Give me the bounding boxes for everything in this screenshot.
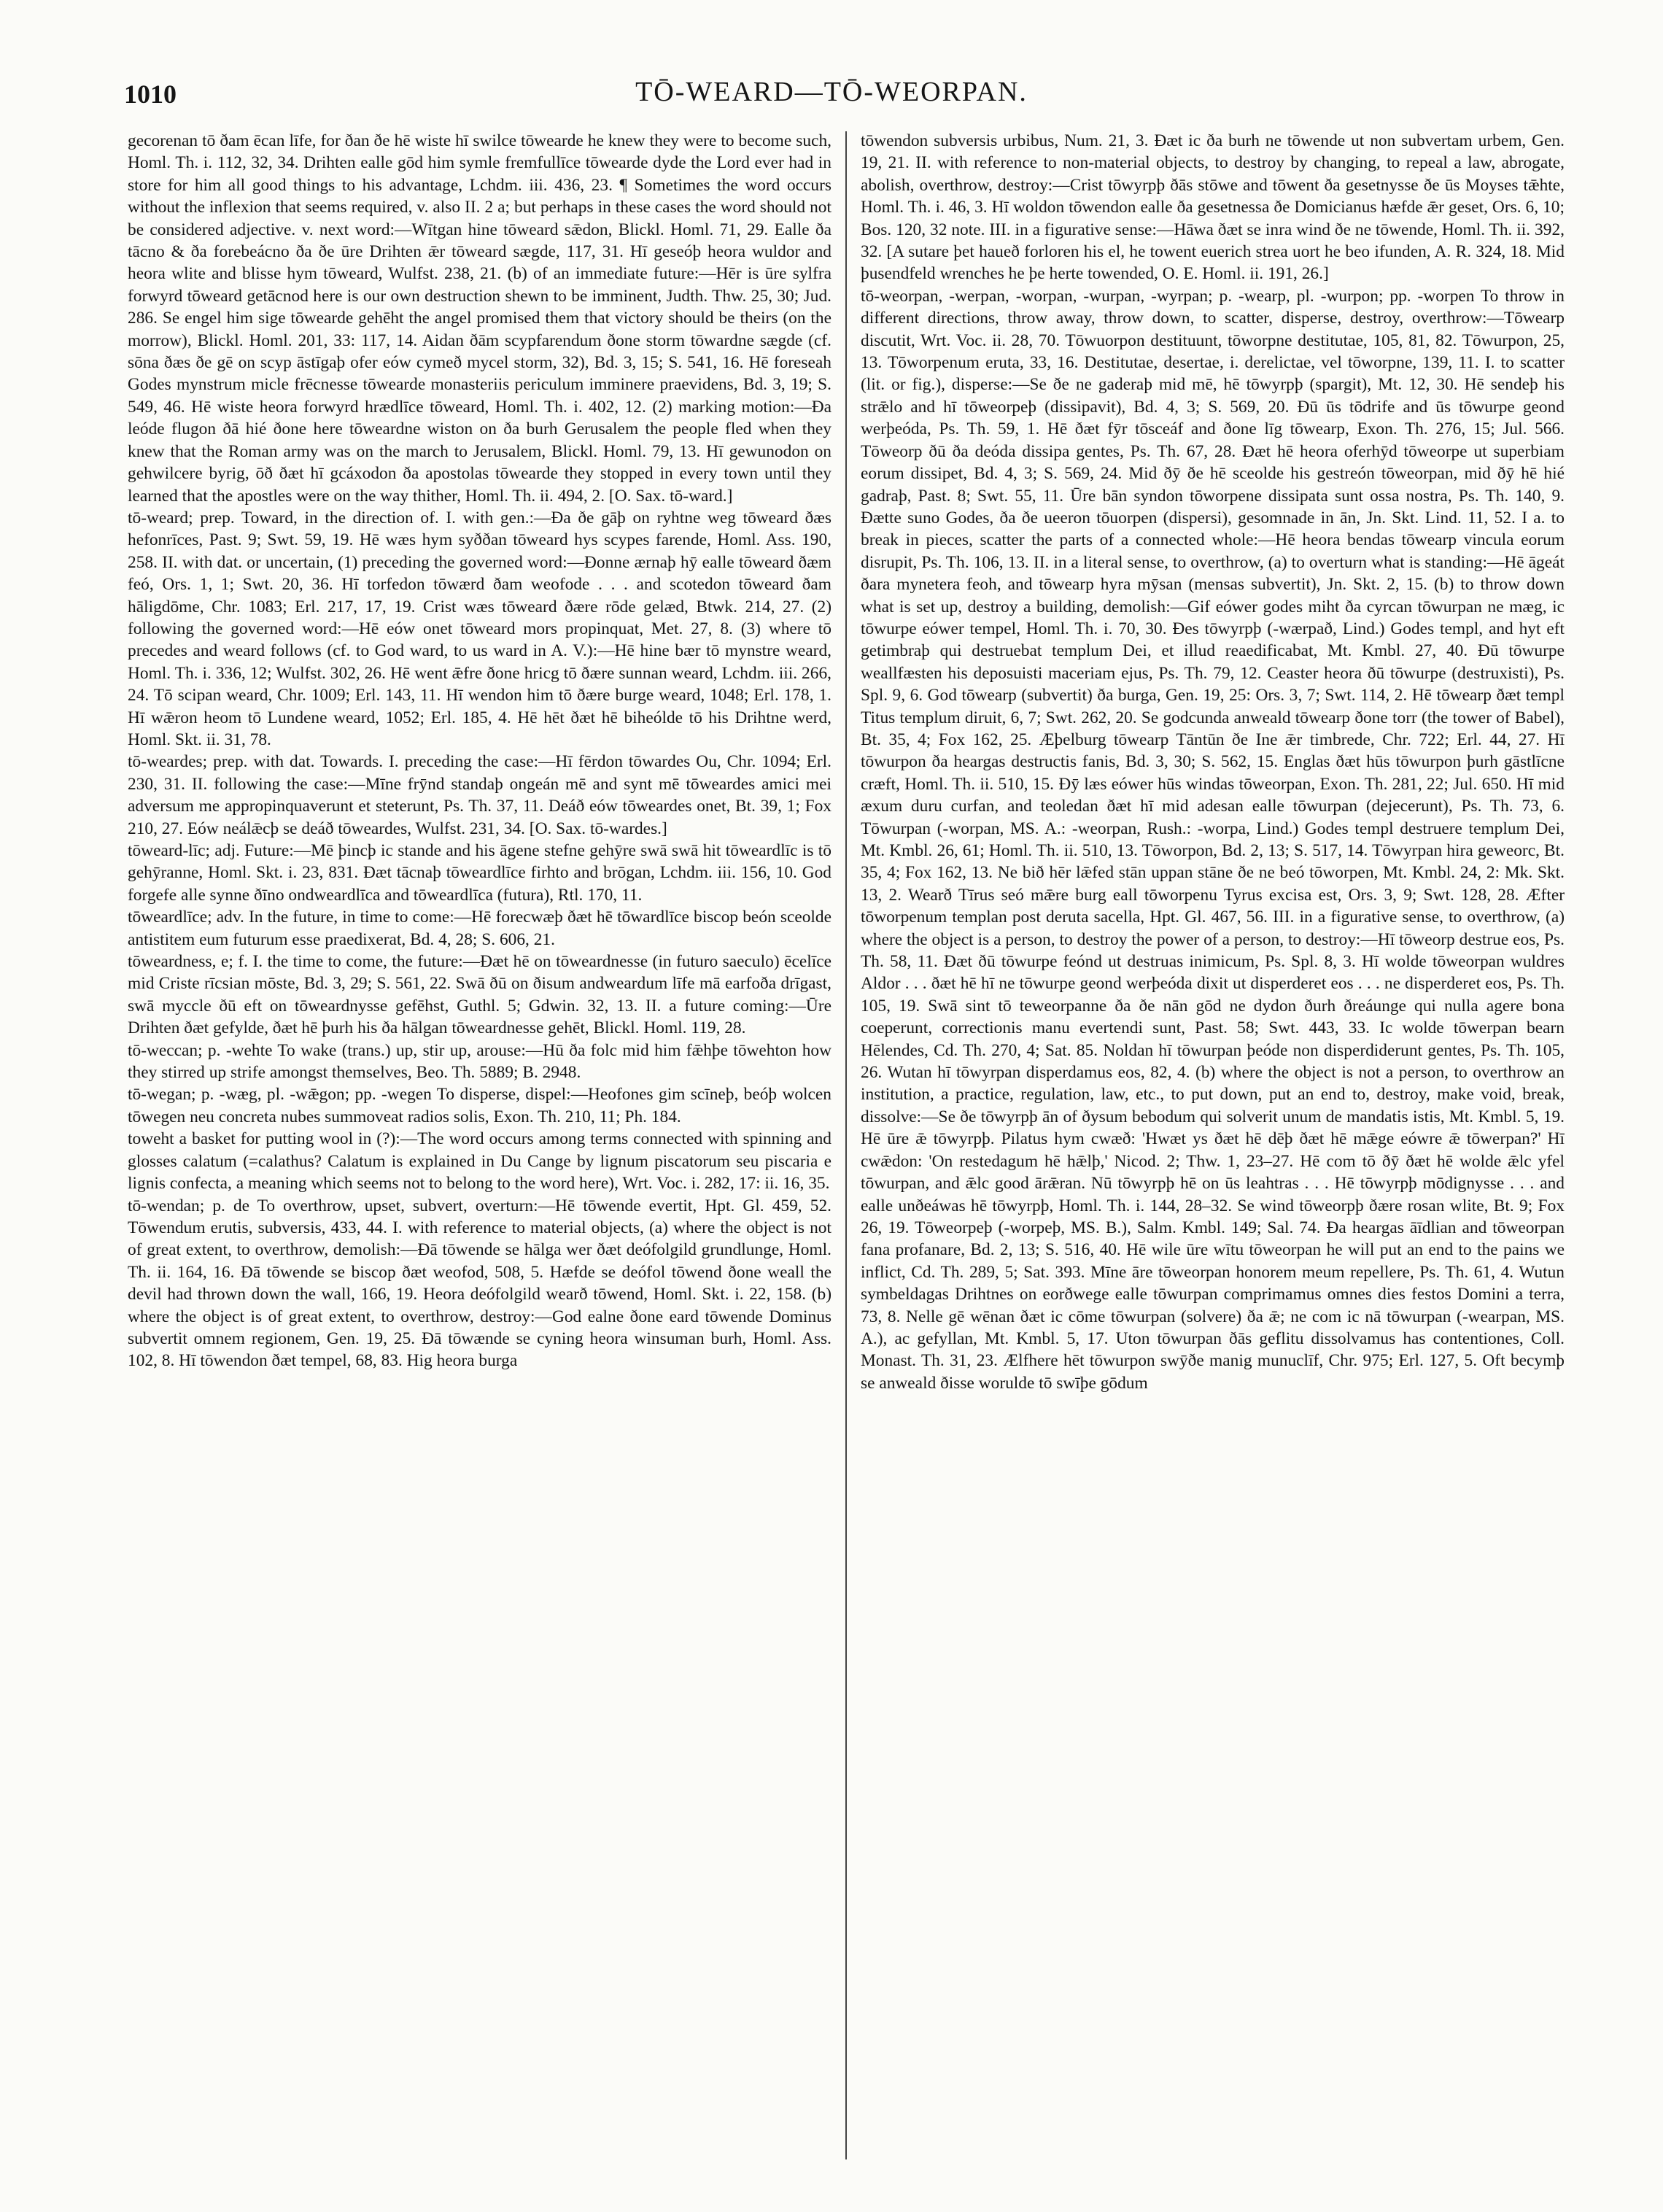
entry-paragraph: tōweardlīce; adv. In the future, in time to come:—Hē forecwæþ ðæt hē tōwardlīce biscop beón sceolde antistitem eum futurum esse praedixerat, Bd. 4, 28; S. 606, 21. xyxy=(128,908,832,949)
page-number: 1010 xyxy=(124,80,177,109)
entry-paragraph: tō-wegan; p. -wæg, pl. -wǣgon; pp. -wegen To disperse, dispel:—Heofones gim scīneþ, beóþ wolcen tōwegen neu concreta nubes summoveat radios solis, Exon. Th. 210, 11; Ph. 184. xyxy=(128,1085,832,1126)
entry-paragraph: tōwendon subversis urbibus, Num. 21, 3. Ðæt ic ða burh ne tōwende ut non subvertam urbem, Gen. 19, 21. II. with reference to non-material objects, to destroy by changing, to repeal a law, abrogate, abolish, overthrow, destroy:—Crist tōwyrpþ ðās stōwe and tōwent ða gesetnysse ðe ūs Moyses tǣhte, Homl. Th. i. 46, 3. Hī woldon tōwendon ealle ða gesetnessa ðe Domicianus hæfde ǣr geset, Ors. 6, 10; Bos. 120, 32 note. III. in a figurative sense:—Hāwa ðæt se inra wind ðe ne tōwende, Homl. Th. ii. 392, 32. [A sutare þet haueð forloren his el, he towent euerich strea uort he beo ifunden, A. R. 324, 18. Mid þusendfeld wrenches he þe herte towended, O. E. Homl. ii. 191, 26.] xyxy=(861,131,1565,284)
entry-paragraph: tō-weorpan, -werpan, -worpan, -wurpan, -wyrpan; p. -wearp, pl. -wurpon; pp. -worpen To throw in different directions, throw away, throw down, to scatter, disperse, destroy, overthrow:—Tōwearp discutit, Wrt. Voc. ii. 28, 70. Tōwuorpon destituunt, tōworpne destitutae, 105, 81, 82. Tōwurpon, 25, 13. Tōworpenum eruta, 33, 16. Destitutae, desertae, i. derelictae, vel tōworpne, 139, 11. I. to scatter (lit. or fig.), disperse:—Se ðe ne gaderaþ mid mē, hē tōwyrpþ (spargit), Mt. 12, 30. Hē sendeþ his strǣlo and hī tōweorpeþ (dissipavit), Bd. 4, 3; S. 569, 20. Ðū ūs tōdrife and ūs tōwurpe geond werþeóda, Ps. Th. 59, 1. Hē ðæt fȳr tōsceáf and ðone līg tōwearp, Exon. Th. 276, 15; Jul. 566. Tōweorp ðū ða deóda dissipa gentes, Ps. Th. 67, 28. Ðæt hē heora oferhȳd tōweorpe ut superbiam eorum dissipet, Bd. 4, 3; S. 569, 24. Mid ðȳ ðe hē sceolde his gestreón tōweorpan, mid ðȳ hē hié gadraþ, Past. 8; Swt. 55, 11. Ūre bān syndon tōworpene dissipata sunt ossa nostra, Ps. Th. 140, 9. Ðætte suno Godes, ða ðe ueeron tōuorpen (dispersi), gesomnade in ān, Jn. Skt. Lind. 11, 52. I a. to break in pieces, scatter the parts of a connected whole:—Hē heora bendas tōwearp vincula eorum disrupit, Ps. Th. 106, 13. II. in a literal sense, to overthrow, (a) to overturn what is standing:—Hē āgeát ðara mynetera feoh, and tōwearp hyra mȳsan (mensas subvertit), Jn. Skt. 2, 15. (b) to throw down what is set up, destroy a building, demolish:—Gif eówer godes miht ða cyrcan tōwurpan ne mæg, ic tōwurpe eówer tempel, Homl. Th. i. 70, 30. Ðes tōwyrpþ (-wærpað, Lind.) Godes templ, and hyt eft getimbraþ qui destruebat templum Dei, et illud reaedificabat, Mt. Kmbl. 27, 40. Ðū tōwurpe weallfæsten his deposuisti maceriam ejus, Ps. Th. 79, 12. Ceaster heora ðū tōwurpe (destruxisti), Ps. Spl. 9, 6. God tōwearp (subvertit) ða burga, Gen. 19, 25: Ors. 3, 7; Swt. 114, 2. Hē tōwearp ðæt templ Titus templum diruit, 6, 7; Swt. 262, 20. Se godcunda anweald tōwearp ðone torr (the tower of Babel), Bt. 35, 4; Fox 162, 25. Æþelburg tōwearp Tāntūn ðe Ine ǣr timbrede, Chr. 722; Erl. 44, 27. Hī tōwurpon ða heargas destructis fanis, Bd. 3, 30; S. 562, 15. Englas ðæt hūs tōwurpon þurh gāstlīcne cræft, Homl. Th. ii. 510, 15. Ðȳ læs eówer hūs windas tōweorpan, Exon. Th. 281, 22; Jul. 650. Hī mid æxum duru curfan, and teoledan ðæt hī mid adesan ealle tōwurpan (dejecerunt), Ps. Th. 73, 6. Tōwurpan (-worpan, MS. A.: -weorpan, Rush.: -worpa, Lind.) Godes templ destruere templum Dei, Mt. Kmbl. 26, 61; Homl. Th. ii. 510, 13. Tōworpon, Bd. 2, 13; S. 517, 14. Tōwyrpan hira geweorc, Bt. 35, 4; Fox 162, 13. Ne bið hēr lǣfed stān uppan stāne ðe ne beó tōworpen, Mt. Kmbl. 24, 2: Mk. Skt. 13, 2. Wearð Tīrus seó mǣre burg eall tōworpenu Tyrus excisa est, Ors. 3, 9; Swt. 128, 28. Æfter tōworpenum templan post deruta sacella, Hpt. Gl. 467, 56. III. in a figurative sense, to overthrow, (a) where the object is a person, to destroy the power of a person, to destroy:—Hī tōweorp destrue eos, Ps. Th. 58, 11. Ðæt ðū tōwurpe feónd ut destruas inimicum, Ps. Spl. 8, 3. Hī wolde tōweorpan wuldres Aldor . . . ðæt hē hī ne tōwurpe geond werþeóda dixit ut disperderet eos . . . ne disperderet eos, Ps. Th. 105, 19. Swā sint tō teweorpanne ða ðe nān gōd ne dydon ðurh ðreáunge qui nulla agere bona coeperunt, correctionis manu evertendi sunt, Past. 58; Swt. 443, 33. Ic wolde tōwerpan bearn Hēlendes, Cd. Th. 270, 4; Sat. 85. Noldan hī tōwurpan þeóde non disperdiderunt gentes, Ps. Th. 105, 26. Wutan hī tōwyrpan disperdamus eos, 82, 4. (b) where the object is not a person, to overthrow an institution, a practice, regulation, law, etc., to put down, put an end to, destroy, make void, break, dissolve:—Se ðe tōwyrpþ ān of ðysum bebodum qui solverit unum de mandatis istis, Mt. Kmbl. 5, 19. Hē ūre ǣ tōwyrpþ. Pilatus hym cwæð: 'Hwæt ys ðæt hē dēþ ðæt hē mǣge eówre ǣ tōwerpan?' Hī cwǣdon: 'On restedagum hē hǣlþ,' Nicod. 2; Thw. 1, 23–27. Hē com tō ðȳ ðæt hē wolde ǣlc yfel tōwurpan, and ǣlc good ārǣran. Nū tōwyrpþ hē on ūs leahtras . . . Hē tōwyrpþ mōdignysse . . . and ealle unðeáwas hē tōwyrpþ, Homl. Th. i. 144, 28–32. Se wind tōweorpþ ðære rosan wlite, Bt. 9; Fox 26, 19. Tōweorpeþ (-worpeþ, MS. B.), Salm. Kmbl. 149; Sal. 74. Ða heargas āīdlian and tōweorpan fana profanare, Bd. 2, 13; S. 516, 40. Hē wile ūre wītu tōweorpan he will put an end to the pains we inflict, Cd. Th. 289, 5; Sat. 393. Mīne āre tōweorpan honorem meum repellere, Ps. Th. 61, 4. Wutun symbeldagas Drihtnes on eorðwege ealle tōwurpan comprimamus omnes dies festos Domini a terra, 73, 8. Nelle gē wēnan ðæt ic cōme tōwurpan (solvere) ða ǣ; ne com ic nā tōwurpan (-wearpan, MS. A.), ac gefyllan, Mt. Kmbl. 5, 17. Uton tōwurpan ðās geflitu dissolvamus has contentiones, Coll. Monast. Th. 31, 23. Ælfhere hēt tōwurpon swȳðe manig munuclīf, Chr. 975; Erl. 127, 5. Oft becymþ se anweald ðisse worulde tō swīþe gōdum xyxy=(861,286,1565,1393)
running-head: TŌ-WEARD—TŌ-WEORPAN. xyxy=(635,77,1028,107)
entry-paragraph: tōweardness, e; f. I. the time to come, the future:—Ðæt hē on tōweardnesse (in futuro saeculo) ēcelīce mid Criste rīcsian mōste, Bd. 3, 29; S. 561, 22. Swā ðū on ðisum andweardum līfe mā earfoða drīgast, swā myccle ðū eft on tōweardnysse gefēhst, Guthl. 5; Gdwin. 32, 13. II. a future coming:—Ūre Drihten ðæt gefylde, ðæt hē þurh his ða hālgan tōweardnesse gehēt, Blickl. Homl. 119, 28. xyxy=(128,952,832,1038)
left-column xyxy=(128,130,832,2165)
entry-paragraph: tō-wendan; p. de To overthrow, upset, subvert, overturn:—Hē tōwende evertit, Hpt. Gl. 459, 52. Tōwendum erutis, subversis, 433, 44. I. with reference to material objects, (a) where the object is not of great extent, to overthrow, demolish:—Ðā tōwende se hālga wer ðæt deófolgild grundlunge, Homl. Th. ii. 164, 16. Ðā tōwende se biscop ðæt weofod, 508, 5. Hæfde se deófol tōwend ðone weall the devil had thrown down the wall, 166, 19. Heora deófolgild wearð tōwend, Homl. Skt. i. 22, 158. (b) where the object is of great extent, to overthrow, destroy:—God ealne ðone eard tōwende Dominus subvertit omnem regionem, Gen. 19, 25. Ðā tōwænde se cyning heora winsuman burh, Homl. Ass. 102, 8. Hī tōwendon ðæt tempel, 68, 83. Hig heora burga xyxy=(128,1196,832,1371)
column-divider xyxy=(845,131,847,2159)
entry-paragraph: gecorenan tō ðam ēcan līfe, for ðan ðe hē wiste hī swilce tōwearde he knew they were to become such, Homl. Th. i. 112, 32, 34. Drihten ealle gōd him symle fremfullīce tōwearde dyde the Lord ever had in store for him all good things to his advantage, Lchdm. iii. 436, 23. ¶ Sometimes the word occurs without the inflexion that seems required, v. also II. 2 a; but perhaps in these cases the word should not be considered adjective. v. next word:—Wītgan hine tōweard sǣdon, Blickl. Homl. 71, 29. Ealle ða tācno & ða forebeácno ða ðe ūre Drihten ǣr tōweard sægde, 117, 31. Hī geseóþ heora wuldor and heora wlite and blisse hym tōweard, Wulfst. 238, 21. (b) of an immediate future:—Hēr is ūre sylfra forwyrd tōweard getācnod here is our own destruction shewn to be imminent, Judth. Thw. 25, 30; Jud. 286. Se engel him sige tōwearde gehēht the angel promised them that victory should be theirs (on the morrow), Blickl. Homl. 201, 33: 117, 14. Aidan ðām scypfarendum ðone storm tōwardne sægde (cf. sōna ðæs ðe gē on scyp āstīgaþ ofer eów cymeð mycel storm, 32), Bd. 3, 15; S. 541, 16. Hē foreseah Godes mynstrum micle frēcnesse tōwearde monasteriis periculum imminere praevidens, Bd. 3, 19; S. 549, 46. Hē wiste heora forwyrd hrædlīce tōweard, Homl. Th. i. 402, 12. (2) marking motion:—Ða leóde flugon ðā hié ðone here tōweardne wiston on ða burh Gerusalem the people fled when they knew that the Roman army was on the march to Jerusalem, Blickl. Homl. 79, 13. Hī gewunodon on gehwilcere byrig, ōð ðæt hī gcáxodon ða apostolas tōwearde they stopped in every town until they learned that the apostles were on the way thither, Homl. Th. ii. 494, 2. [O. Sax. tō-ward.] xyxy=(128,131,832,506)
entry-paragraph: toweht a basket for putting wool in (?):—The word occurs among terms connected with spinning and glosses calatum (=calathus? Calatum is explained in Du Cange by lignum piscatorum seu piscaria e lignis confecta, a meaning which seems not to belong to the word here), Wrt. Voc. i. 282, 17: ii. 16, 35. xyxy=(128,1129,832,1194)
right-column xyxy=(861,130,1565,2165)
entry-paragraph: tō-weccan; p. -wehte To wake (trans.) up, stir up, arouse:—Hū ða folc mid him fǣhþe tōwehton how they stirred up strife amongst themselves, Beo. Th. 5889; B. 2948. xyxy=(128,1040,832,1083)
entry-paragraph: tō-weard; prep. Toward, in the direction of. I. with gen.:—Ða ðe gāþ on ryhtne weg tōweard ðæs hefonrīces, Past. 9; Swt. 59, 19. Hē wæs hym syððan tōweard hys scypes farende, Homl. Ass. 190, 258. II. with dat. or uncertain, (1) preceding the governed word:—Ðonne ærnaþ hȳ ealle tōweard ðæm feó, Ors. 1, 1; Swt. 20, 36. Hī torfedon tōwærd ðam weofode . . . and scotedon tōweard ðam hāligdōme, Chr. 1083; Erl. 217, 17, 19. Crist wæs tōweard ðære rōde gelæd, Btwk. 214, 27. (2) following the governed word:—Hē eów onet tōweard mors propinquat, Met. 27, 8. (3) where tō precedes and weard follows (cf. to God ward, to us ward in A. V.):—Hē hine bær tō mynstre weard, Homl. Th. i. 336, 12; Wulfst. 302, 26. Hē went ǣfre ðone hricg tō ðære sunnan weard, Lchdm. iii. 266, 24. Tō scipan weard, Chr. 1009; Erl. 143, 11. Hī wendon him tō ðære burge weard, 1048; Erl. 178, 1. Hī wǣron heom tō Lundene weard, 1052; Erl. 185, 4. Hē hēt ðæt hē biheólde tō his Drihtne werd, Homl. Skt. ii. 31, 78. xyxy=(128,508,832,749)
entry-paragraph: tō-weardes; prep. with dat. Towards. I. preceding the case:—Hī fērdon tōwardes Ou, Chr. 1094; Erl. 230, 31. II. following the case:—Mīne frȳnd standaþ ongeán mē and synt mē tōweardes amici mei adversum me appropinquaverunt et steterunt, Ps. Th. 37, 11. Deáð eów tōweardes onet, Bt. 39, 1; Fox 210, 27. Eów neálǣcþ se deáð tōweardes, Wulfst. 231, 34. [O. Sax. tō-wardes.] xyxy=(128,752,832,838)
entry-paragraph: tōweard-līc; adj. Future:—Mē þincþ ic stande and his āgene stefne gehȳre swā swā hit tōweardlīc is tō gehȳranne, Homl. Skt. i. 23, 831. Ðæt tācnaþ tōweardlīce firhto and brōgan, Lchdm. iii. 156, 10. God forgefe alle synne ðīno ondweardlīca and tōweardlīca (futura), Rtl. 170, 11. xyxy=(128,841,832,905)
